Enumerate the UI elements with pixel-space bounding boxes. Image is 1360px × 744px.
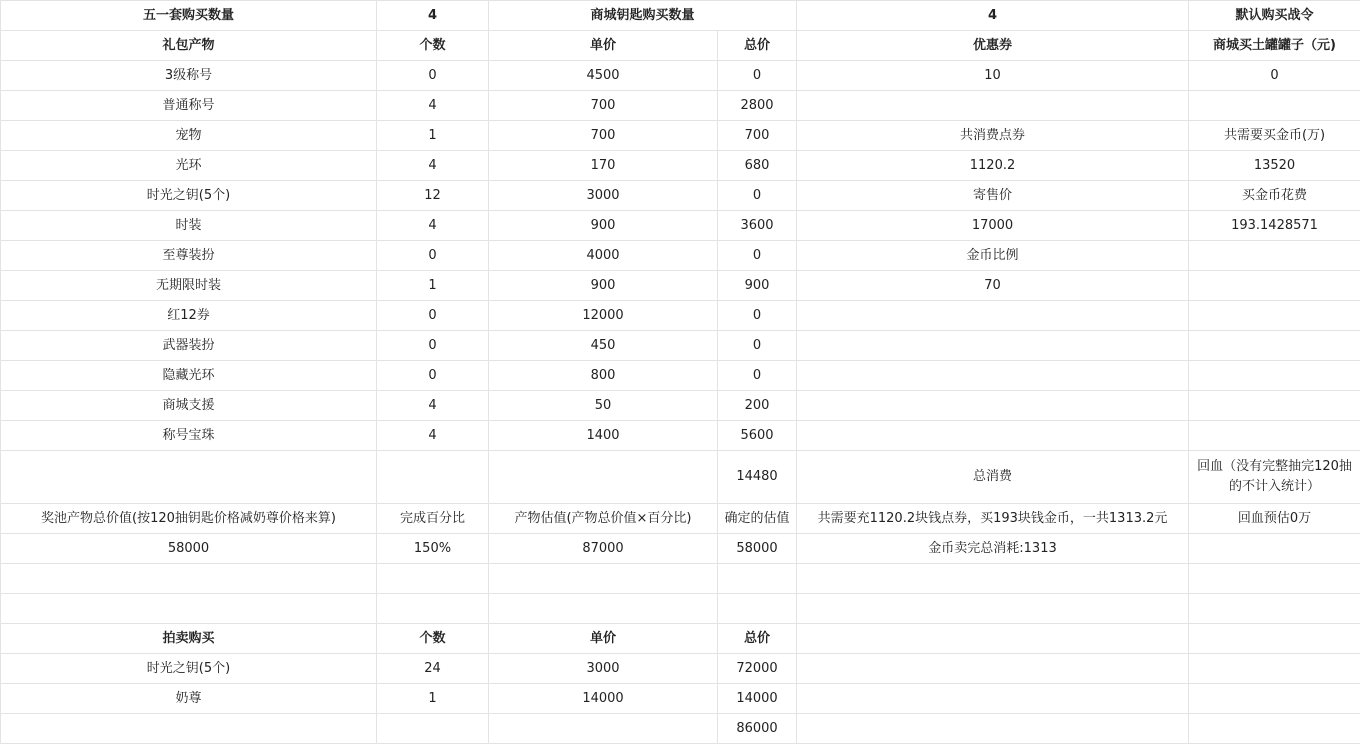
cell[interactable]: 至尊装扮 [1,241,377,271]
cell[interactable]: 4 [377,151,489,181]
cell[interactable]: 72000 [718,654,797,684]
table-row [1,684,1360,714]
cell[interactable]: 0 [718,61,797,91]
cell[interactable]: 完成百分比 [377,504,489,534]
cell[interactable] [377,594,489,624]
cell[interactable]: 170 [489,151,718,181]
cell[interactable] [1189,684,1360,714]
cell[interactable]: 商城买土罐罐子（元) [1189,31,1360,61]
cell[interactable]: 商城支援 [1,391,377,421]
table-row [1,654,1360,684]
cell[interactable]: 700 [489,91,718,121]
cell[interactable] [1189,91,1360,121]
cell[interactable]: 金币卖完总消耗:1313 [797,534,1189,564]
header-row [1,1,1360,31]
cell[interactable]: 4 [377,421,489,451]
cell[interactable]: 900 [489,271,718,301]
cell[interactable]: 700 [718,121,797,151]
cell[interactable]: 4 [377,391,489,421]
cell[interactable]: 总价 [718,624,797,654]
empty-row [1,564,1360,594]
cell[interactable]: 4 [377,211,489,241]
cell[interactable] [797,684,1189,714]
cell[interactable] [489,564,718,594]
cell[interactable]: 3000 [489,181,718,211]
cell[interactable] [797,301,1189,331]
cell[interactable] [797,391,1189,421]
cell[interactable]: 五一套购买数量 [1,1,377,31]
table-row [1,121,1360,151]
cell[interactable] [377,451,489,504]
cell[interactable]: 10 [797,61,1189,91]
table-row [1,301,1360,331]
cell[interactable]: 普通称号 [1,91,377,121]
cell[interactable]: 3600 [718,211,797,241]
cell[interactable] [1189,564,1360,594]
cell[interactable] [1189,241,1360,271]
cell[interactable]: 奖池产物总价值(按120抽钥匙价格减奶尊价格来算) [1,504,377,534]
table-row [1,91,1360,121]
cell[interactable]: 17000 [797,211,1189,241]
cell[interactable]: 4 [377,1,489,31]
cell[interactable] [1189,361,1360,391]
cell[interactable]: 12000 [489,301,718,331]
table-row [1,271,1360,301]
auction-total-row [1,714,1360,744]
cell[interactable]: 共需要买金币(万) [1189,121,1360,151]
cell[interactable]: 680 [718,151,797,181]
cell[interactable] [797,421,1189,451]
cell[interactable]: 4 [797,1,1189,31]
cell[interactable] [377,714,489,744]
cell[interactable]: 时光之钥(5个) [1,181,377,211]
cell[interactable]: 礼包产物 [1,31,377,61]
cell[interactable]: 光环 [1,151,377,181]
cell[interactable]: 0 [718,301,797,331]
cell[interactable]: 200 [718,391,797,421]
table-row [1,331,1360,361]
cell[interactable]: 1 [377,684,489,714]
cell[interactable]: 隐藏光环 [1,361,377,391]
cell[interactable]: 5600 [718,421,797,451]
cell[interactable]: 4 [377,91,489,121]
cell[interactable]: 12 [377,181,489,211]
cell[interactable]: 共消费点券 [797,121,1189,151]
cell[interactable] [1,714,377,744]
cell[interactable]: 3级称号 [1,61,377,91]
cell[interactable]: 买金币花费 [1189,181,1360,211]
cell[interactable] [797,361,1189,391]
cell[interactable]: 时装 [1,211,377,241]
cell[interactable] [1,451,377,504]
cell[interactable] [489,594,718,624]
cell[interactable]: 0 [377,61,489,91]
cell[interactable]: 4500 [489,61,718,91]
cell[interactable]: 14480 [718,451,797,504]
cell[interactable]: 86000 [718,714,797,744]
valuation-header-row [1,504,1360,534]
cell[interactable]: 1120.2 [797,151,1189,181]
cell[interactable]: 24 [377,654,489,684]
cell[interactable] [1,564,377,594]
cell[interactable]: 0 [718,331,797,361]
cell[interactable]: 共需要充1120.2块钱点券，买193块钱金币，一共1313.2元 [797,504,1189,534]
cell[interactable] [797,714,1189,744]
cell[interactable]: 0 [377,241,489,271]
cell[interactable] [1189,624,1360,654]
cell[interactable]: 70 [797,271,1189,301]
cell[interactable]: 默认购买战令 [1189,1,1360,31]
summary-row [1,451,1360,504]
cell[interactable]: 0 [718,361,797,391]
table-row [1,211,1360,241]
cell[interactable] [1189,714,1360,744]
cell[interactable]: 2800 [718,91,797,121]
cell[interactable]: 1 [377,271,489,301]
cell[interactable]: 14000 [489,684,718,714]
cell[interactable]: 800 [489,361,718,391]
empty-row [1,594,1360,624]
valuation-values-row [1,534,1360,564]
cell[interactable] [1189,391,1360,421]
table-row [1,181,1360,211]
table-row [1,391,1360,421]
cell[interactable] [1189,654,1360,684]
cell[interactable]: 确定的估值 [718,504,797,534]
cell[interactable]: 奶尊 [1,684,377,714]
cell[interactable] [489,451,718,504]
cell[interactable] [797,654,1189,684]
table-row [1,241,1360,271]
cell[interactable]: 寄售价 [797,181,1189,211]
table-row [1,421,1360,451]
cell[interactable] [1,594,377,624]
cell[interactable]: 时光之钥(5个) [1,654,377,684]
cell[interactable] [377,564,489,594]
cell[interactable]: 87000 [489,534,718,564]
cell[interactable] [797,331,1189,361]
cell[interactable] [797,624,1189,654]
cell[interactable]: 50 [489,391,718,421]
cell[interactable]: 193.1428571 [1189,211,1360,241]
cell[interactable]: 武器装扮 [1,331,377,361]
table-row [1,361,1360,391]
cell[interactable]: 单价 [489,624,718,654]
cell[interactable]: 700 [489,121,718,151]
table-row [1,151,1360,181]
cell[interactable] [1189,301,1360,331]
cell[interactable]: 个数 [377,624,489,654]
cell[interactable]: 回血预估0万 [1189,504,1360,534]
cell[interactable] [718,564,797,594]
cell[interactable]: 金币比例 [797,241,1189,271]
cell[interactable] [797,91,1189,121]
cell[interactable]: 红12券 [1,301,377,331]
cell[interactable]: 宠物 [1,121,377,151]
cell[interactable]: 0 [718,241,797,271]
cell[interactable]: 1 [377,121,489,151]
cell[interactable]: 0 [718,181,797,211]
cell[interactable]: 优惠券 [797,31,1189,61]
cell[interactable] [718,594,797,624]
cell[interactable]: 无期限时装 [1,271,377,301]
cell[interactable] [797,594,1189,624]
cell[interactable]: 450 [489,331,718,361]
cell[interactable]: 0 [1189,61,1360,91]
cell[interactable]: 900 [489,211,718,241]
cell[interactable]: 0 [377,361,489,391]
cell[interactable]: 产物估值(产物总价值×百分比) [489,504,718,534]
cell[interactable]: 13520 [1189,151,1360,181]
cell[interactable] [797,564,1189,594]
cell[interactable]: 单价 [489,31,718,61]
cell[interactable]: 1400 [489,421,718,451]
cell[interactable]: 0 [377,301,489,331]
cell[interactable]: 4000 [489,241,718,271]
cell[interactable]: 总价 [718,31,797,61]
cell[interactable]: 总消费 [797,451,1189,504]
cell[interactable]: 回血（没有完整抽完120抽的不计入统计） [1189,451,1360,504]
cell[interactable]: 58000 [718,534,797,564]
cell[interactable]: 0 [377,331,489,361]
cell[interactable]: 3000 [489,654,718,684]
cell[interactable] [1189,594,1360,624]
cell[interactable] [1189,331,1360,361]
cell[interactable] [1189,271,1360,301]
table-row [1,61,1360,91]
auction-header-row [1,624,1360,654]
cell[interactable]: 拍卖购买 [1,624,377,654]
cell[interactable]: 商城钥匙购买数量 [489,1,797,31]
cell[interactable]: 58000 [1,534,377,564]
cell[interactable] [489,714,718,744]
cell[interactable]: 称号宝珠 [1,421,377,451]
cell[interactable]: 900 [718,271,797,301]
subheader-row [1,31,1360,61]
cell[interactable] [1189,421,1360,451]
cell[interactable]: 14000 [718,684,797,714]
cell[interactable] [1189,534,1360,564]
cell[interactable]: 个数 [377,31,489,61]
cell[interactable]: 150% [377,534,489,564]
